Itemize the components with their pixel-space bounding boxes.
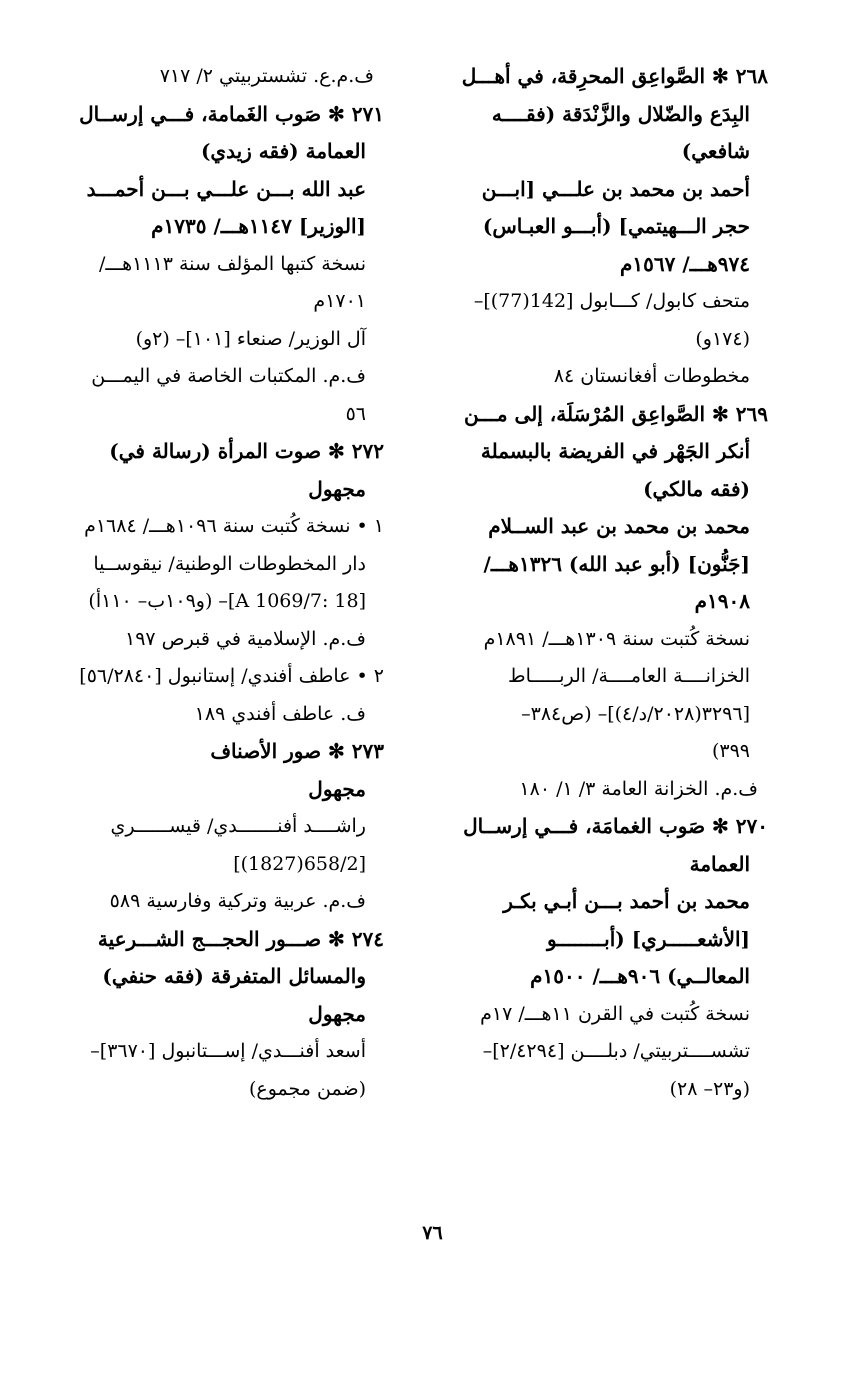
entry-line: محمد بن محمد بن عبد الســلام (488, 514, 750, 538)
entry-line: ٢٧٠ ✻ صَوب الغمامَة، فـــي إرســال (463, 814, 768, 838)
entry-line: ١ • نسخة كُتبت سنة ١٠٩٦هـــ/ ١٦٨٤م (84, 515, 384, 537)
entry-line: العمامة (فقه زيدي) (200, 139, 366, 163)
entry-line: ٥٦ (345, 402, 366, 425)
entry-line: ٣٩٩) (711, 740, 750, 762)
entry-line: [الوزير] ١١٤٧هـــ/ ١٧٣٥م (151, 214, 366, 238)
entry-line: ف.م.ع. تشستربيتي ٢/ ٧١٧ (159, 65, 374, 87)
entry-line: شافعي) (681, 139, 750, 163)
page-number: ٧٦ (422, 1222, 443, 1244)
entry-line: ٢٧٤ ✻ صـــور الحجـــج الشـــرعية (97, 926, 384, 951)
entry-line: [٣٢٩٦(٢٠٢٨/د/٤)]– (ص٣٨٤– (521, 702, 750, 725)
entry-line: ٢٦٨ ✻ الصَّواعِق المحرِقة، في أهـــل (461, 64, 768, 88)
entry-line: ف.م. الخزانة العامة ٣/ ١/ ١٨٠ (519, 777, 758, 800)
entry-line: راشــــد أفنـــــــدي/ قيســــــري (110, 815, 366, 837)
entry-line: (فقه مالكي) (643, 476, 750, 501)
entry-line: ٢٧١ ✻ صَوب الغَمامة، فـــي إرســال (79, 101, 384, 126)
entry-line: الخزانــــة العامــــة/ الربـــــاط (508, 665, 750, 687)
entry-line: أسعد أفنـــدي/ إســـتانبول [٣٦٧٠]– (90, 1040, 366, 1062)
entry-line: البِدَع والضّلال والزَّنْدَقة (فقــــه (491, 101, 750, 126)
entry-line: نسخة كُتبت سنة ١٣٠٩هـــ/ ١٨٩١م (483, 627, 750, 650)
entry-line: ٢ • عاطف أفندي/ إستانبول [٥٦/٢٨٤٠] (79, 665, 384, 687)
entry-line: [658/2(1827)] (233, 852, 366, 875)
entry-line: نسخة كتبها المؤلف سنة ١١١٣هـــ/ (98, 252, 366, 275)
left-column (38, 58, 384, 1108)
right-column (420, 58, 768, 1108)
entry-line: نسخة كُتبت في القرن ١١هـــ/ ١٧م (480, 1002, 750, 1025)
entry-line: ٢٦٩ ✻ الصَّواعِق المُرْسَلَة، إلى مـــن (464, 401, 768, 426)
entry-line: أحمد بن محمد بن علـــي [ابـــن (481, 176, 750, 201)
entry-line: ف.م. الإسلامية في قبرص ١٩٧ (125, 627, 366, 650)
entry-line: دار المخطوطات الوطنية/ نيقوســيا (93, 552, 366, 575)
entry-line: تشســــتربيتي/ دبلــــن [٢/٤٢٩٤]– (482, 1040, 750, 1062)
entry-line: [جَنُّون] (أبو عبد الله) ١٣٢٦هـــ/ (483, 551, 750, 576)
entry-line: (١٧٤و) (695, 327, 750, 350)
entry-line: ١٩٠٨م (694, 589, 750, 613)
entry-line: ف.م. عربية وتركية وفارسية ٥٨٩ (109, 890, 366, 912)
entry-line: أنكر الجَهْر في الفريضة بالبسملة (480, 439, 750, 463)
entry-line: مجهول (308, 476, 366, 501)
entry-line: متحف كابول/ كـــابول [142(77)]– (473, 290, 750, 312)
entry-line: ٩٧٤هـــ/ ١٥٦٧م (620, 251, 750, 276)
entry-line: والمسائل المتفرقة (فقه حنفي) (102, 964, 366, 988)
entry-line: العمامة (689, 851, 750, 876)
entry-line: ٢٧٣ ✻ صور الأصناف (210, 739, 384, 763)
entry-line: المعالــي) ٩٠٦هـــ/ ١٥٠٠م (530, 964, 750, 988)
entry-line: مخطوطات أفغانستان ٨٤ (553, 365, 750, 387)
entry-line: مجهول (308, 1001, 366, 1026)
entry-line: [الأشعـــــري] (أبــــــــو (546, 926, 750, 951)
entry-line: حجر الـــهيتمي] (أبـــو العبـاس) (482, 214, 750, 238)
entry-line: (و٢٣– ٢٨) (669, 1077, 750, 1100)
entry-line: عبد الله بـــن علـــي بـــن أحمـــد (86, 176, 366, 201)
entry-line: [A 1069/7: 18]– (و١٠٩ب– ١١٠أ) (88, 590, 366, 612)
entry-line: آل الوزير/ صنعاء [١٠١]– (٢و) (135, 327, 366, 350)
entry-line: ف. عاطف أفندي ١٨٩ (194, 702, 366, 725)
entry-line: ٢٧٢ ✻ صوت المرأة (رسالة في) (109, 439, 384, 463)
entry-line: ١٧٠١م (313, 290, 366, 312)
entry-line: ف.م. المكتبات الخاصة في اليمـــن (91, 365, 366, 387)
entry-line: محمد بن أحمد بـــن أبـي بكـر (503, 889, 750, 913)
entry-line: (ضمن مجموع) (248, 1077, 366, 1100)
entry-line: مجهول (308, 776, 366, 801)
